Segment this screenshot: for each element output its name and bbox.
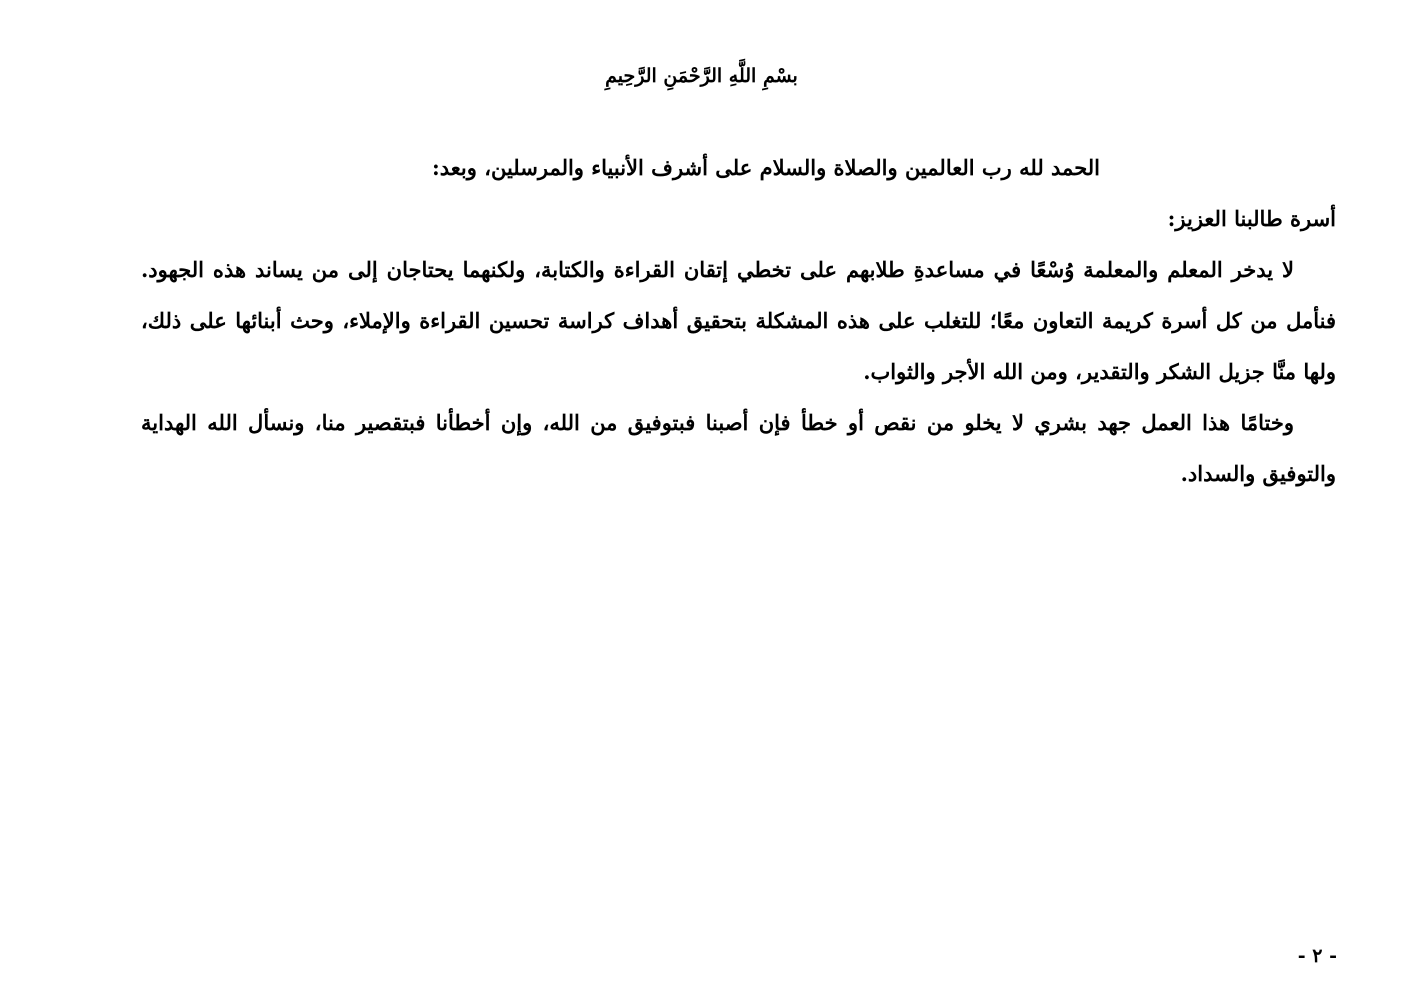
paragraph-closing: وختامًا هذا العمل جهد بشري لا يخلو من نقص أو خطأ فإن أصبنا فبتوفيق من الله، وإن أخطأنا فبتقصير منا، ونسأل الله الهداية والتوفيق والسداد. [141, 410, 1336, 486]
basmala-heading: بسْمِ اللَّهِ الرَّحْمَنِ الرَّحِيمِ [605, 65, 798, 87]
salutation-line: أسرة طالبنا العزيز: [1167, 206, 1336, 231]
paragraph-request: لا يدخر المعلم والمعلمة وُسْعًا في مساعدةِ طلابهم على تخطي إتقان القراءة والكتابة، ولكنهما يحتاجان إلى من يساند هذه الجهود. فنأمل من كل أسرة كريمة التعاون معًا؛ للتغلب على هذه المشكلة بتحقيق أهداف كراسة تحسين القراءة والإملاء، وحث أبنائها على ذلك، ولها منَّا جزيل الشكر والتقدير، ومن الله الأجر والثواب. [141, 257, 1336, 384]
page-number: - ٢ - [1297, 945, 1337, 967]
letter-body [141, 142, 1336, 499]
intro-line: الحمد لله رب العالمين والصلاة والسلام على أشرف الأنبياء والمرسلين، وبعد: [432, 155, 1100, 180]
